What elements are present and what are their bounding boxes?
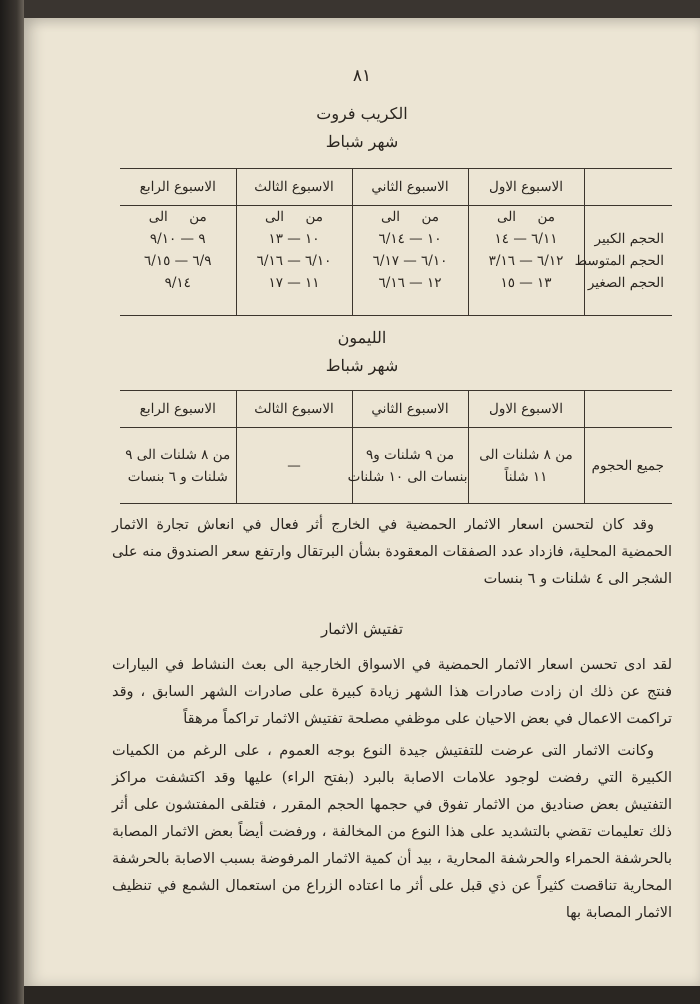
week-2-line-1: من ٩ شلنات و٩ [365, 446, 455, 463]
table-body-row [120, 428, 672, 504]
week-2-cell [347, 428, 468, 504]
header-week-2: الاسبوع الثاني [352, 169, 468, 206]
header-week-3: الاسبوع الثالث [236, 169, 352, 206]
week-1-medium: ٦/١٢ — ٣/١٦ [488, 253, 564, 269]
table-header-row [120, 391, 672, 428]
week-3-cell [236, 206, 352, 316]
row-label-medium: الحجم المتوسط [574, 253, 664, 269]
week-3-medium: ٦/١٠ — ٦/١٦ [256, 253, 332, 269]
header-week-1: الاسبوع الاول [468, 169, 584, 206]
week-4-line-1: من ٨ شلنات الى ٩ [125, 446, 231, 463]
week-4-line-2: شلنات و ٦ بنسات [127, 468, 228, 485]
week-4-cell [120, 206, 236, 316]
heading-fruit-inspection: تفتيش الاثمار [320, 620, 404, 638]
week-1-line-2: ١١ شلناً [504, 468, 548, 485]
row-label-all-sizes: جميع الحجوم [591, 457, 664, 474]
week-3-large: ١٠ — ١٣ [268, 231, 320, 247]
all-sizes-cell [584, 428, 672, 504]
paragraph-inspection-details: وكانت الاثمار التى عرضت للتفتيش جيدة النوع بوجه العموم ، على الرغم من الكميات الكبيرة التي رفضت لوجود علامات الاصابة بالبرد (بفتح الراء) عليها وقد اكتشفت مراكز التفتيش بعض صناديق من الاثمار تفوق في حجمها الحجم المقرر ، فتلقى المفتشون على أثر ذلك تعليمات تقضي بالتشديد على هذا النوع من المخالفة ، ورفضت أيضاً بعض الاثمار المصابة بالحرشفة الحمراء والحرشفة المحارية ، بيد أن كمية الاثمار المرفوضة بسبب الاصابة بالحرشفة المحارية تناقصت كثيراً عن ذي قبل على أثر ما اعتاده الزراع من استعمال الشمع في تنظيف الاثمار المصابة بها [112, 743, 672, 921]
book-spine-edge [0, 0, 24, 1004]
week-2-medium: ٦/١٠ — ٦/١٧ [372, 253, 448, 269]
header-empty [584, 391, 672, 428]
week-4-large: ٩ — ٩/١٠ [149, 231, 206, 247]
week-2-large: ١٠ — ٦/١٤ [378, 231, 442, 247]
week-4-small: ٩/١٤ [164, 275, 191, 291]
week-4-cell [120, 428, 236, 504]
week-2-line-2: بنسات الى ١٠ شلنات [347, 468, 468, 485]
paragraph-citrus-prices: وقد كان لتحسن اسعار الاثمار الحمضية في الخارج أثر فعال في انعاش تجارة الاثمار الحمضية المحلية، فازداد عدد الصفقات المعقودة بشأن البرتقال وارتفع سعر الصندوق منه على الشجر الى ٤ شلنات و ٦ بنسات [112, 517, 672, 587]
header-week-4: الاسبوع الرابع [120, 169, 236, 206]
section-subtitle-february: شهر شباط [325, 356, 399, 375]
page-number: ٨١ [352, 66, 372, 86]
week-4-medium: ٦/٩ — ٦/١٥ [144, 253, 212, 269]
grapefruit-price-table [120, 168, 672, 316]
row-label-small: الحجم الصغير [587, 275, 664, 291]
size-labels-cell [574, 206, 672, 316]
week-1-line-1: من ٨ شلنات الى [479, 446, 573, 463]
week-1-cell [468, 428, 584, 504]
header-empty [584, 169, 672, 206]
table-header-row [120, 169, 672, 206]
week-3-cell [236, 428, 352, 504]
week-2-small: ١٢ — ٦/١٦ [378, 275, 442, 291]
week-1-cell [468, 206, 584, 316]
header-week-3: الاسبوع الثالث [236, 391, 352, 428]
document-page [24, 18, 700, 986]
section-subtitle-february: شهر شباط [325, 132, 399, 151]
header-week-2: الاسبوع الثاني [352, 391, 468, 428]
section-title-grapefruit: الكريب فروت [316, 104, 408, 123]
week-2-cell [352, 206, 468, 316]
section-title-lemon: الليمون [337, 328, 387, 347]
from-to-label: من الى [380, 209, 440, 225]
paragraph-exports: لقد ادى تحسن اسعار الاثمار الحمضية في الاسواق الخارجية الى بعث النشاط في البيارات فنتج عن ذلك ان زادت صادرات هذا الشهر زيادة كبيرة على صادرات الشهر السابق ، وقد تراكمت الاعمال في بعض الاحيان على موظفي مصلحة تفتيش الاثمار تراكماً مرهقاً [112, 657, 672, 727]
from-to-label: من الى [264, 209, 324, 225]
lemon-price-table [120, 390, 672, 504]
week-3-dash: — [287, 457, 301, 474]
table-body-row [120, 206, 672, 316]
header-week-1: الاسبوع الاول [468, 391, 584, 428]
week-3-small: ١١ — ١٧ [268, 275, 320, 291]
header-week-4: الاسبوع الرابع [120, 391, 236, 428]
row-label-large: الحجم الكبير [594, 231, 664, 247]
from-to-label: من الى [148, 209, 207, 225]
week-1-small: ١٣ — ١٥ [500, 275, 552, 291]
from-to-label: من الى [496, 209, 556, 225]
week-1-large: ٦/١١ — ١٤ [494, 231, 558, 247]
